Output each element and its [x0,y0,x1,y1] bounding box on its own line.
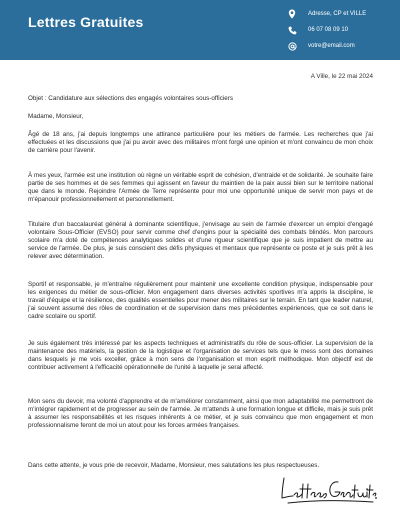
contact-block [286,6,366,54]
brand-title: Lettres Gratuites [28,14,144,30]
body-paragraph: Je suis également très intéressé par les aspects techniques et administratifs du rôle de sous-officier. La supervision de la maintenance des matériels, la gestion de la logistique et l'organisation de services tels que le mess sont des domaines dans lesquels je me vois exceller, grâce à mon sens de l'organisation et mon esprit méthodique. Mon objectif est de contribuer activement à l'efficacité opérationnelle de l'unité à laquelle je serai affecté. [28,340,373,372]
contact-address [286,6,366,22]
body-paragraph: Titulaire d'un baccalauréat général à dominante scientifique, j'envisage au sein de l'armée d'exercer un emploi d'engagé volontaire Sous-Officier (EVSO) pour servir comme chef d'engins pour la spécialité des combats blindés. Mon parcours scolaire m'a doté de compétences analytiques solides et d'une rigueur scientifique que je suis impatient de mettre au service de l'armée. De plus, je suis conscient des défis physiques et mentaux que représente ce poste et je suis prêt à les relever avec détermination. [28,221,373,261]
handwritten-signature [278,470,378,513]
location-pin-icon [286,8,298,20]
header-banner [0,0,400,60]
contact-email [286,38,366,54]
phone-text[interactable]: 06 07 08 09 10 [308,27,349,33]
email-text[interactable]: votre@email.com [308,43,355,49]
address-text: Adresse, CP et VILLE [308,11,367,17]
letter-closing: Dans cette attente, je vous prie de recevoir, Madame, Monsieur, mes salutations les plus respectueuses. [28,462,320,469]
letter-subject: Objet : Candidature aux sélections des engagés volontaires sous-officiers [28,95,233,102]
body-paragraph: À mes yeux, l'armée est une institution où règne un véritable esprit de cohésion, d'entraide et de solidarité. Je souhaite faire partie de ses hommes et de ses femmes qui agissent en faveur du maintien de la paix aussi bien sur le territoire national que dans le monde. Rejoindre l'Armée de Terre représente pour moi une opportunité unique de servir mon pays et de m'épanouir professionnellement et personnellement. [28,172,373,204]
body-paragraph: Âgé de 18 ans, j'ai depuis longtemps une attirance particulière pour les métiers de l'armée. Les recherches que j'ai effectuées et les discussions que j'ai pu avoir avec des militaires m'ont forgé une opinion et m'ont convaincu de mon choix de carrière pour l'avenir. [28,131,373,155]
phone-icon [286,24,298,36]
letter-salutation: Madame, Monsieur, [28,113,84,120]
letter-date: A Ville, le 22 mai 2024 [310,73,373,80]
body-paragraph: Mon sens du devoir, ma volonté d'apprendre et de m'améliorer constamment, ainsi que mon adaptabilité me permettront de m'intégrer rapidement et de progresser au sein de l'armée. Je m'attends à une formation longue et difficile, mais je suis prêt à assumer les responsabilités et les risques inhérents à ce métier, et je suis convaincu que mon engagement et mon professionnalisme feront de moi un atout pour les forces armées françaises. [28,398,373,430]
contact-phone [286,22,366,38]
body-paragraph: Sportif et responsable, je m'entraîne régulièrement pour maintenir une excellente condition physique, indispensable pour les exigences du métier de sous-officier. Mon engagement dans diverses activités sportives m'a appris la discipline, le travail d'équipe et la résilience, des qualités essentielles pour mener des militaires sur le terrain. En tant que leader naturel, j'ai souvent assumé des rôles de coordination et de supervision dans mes précédentes expériences, que ce soit dans le cadre scolaire ou sportif. [28,281,373,321]
at-sign-icon [286,40,298,52]
